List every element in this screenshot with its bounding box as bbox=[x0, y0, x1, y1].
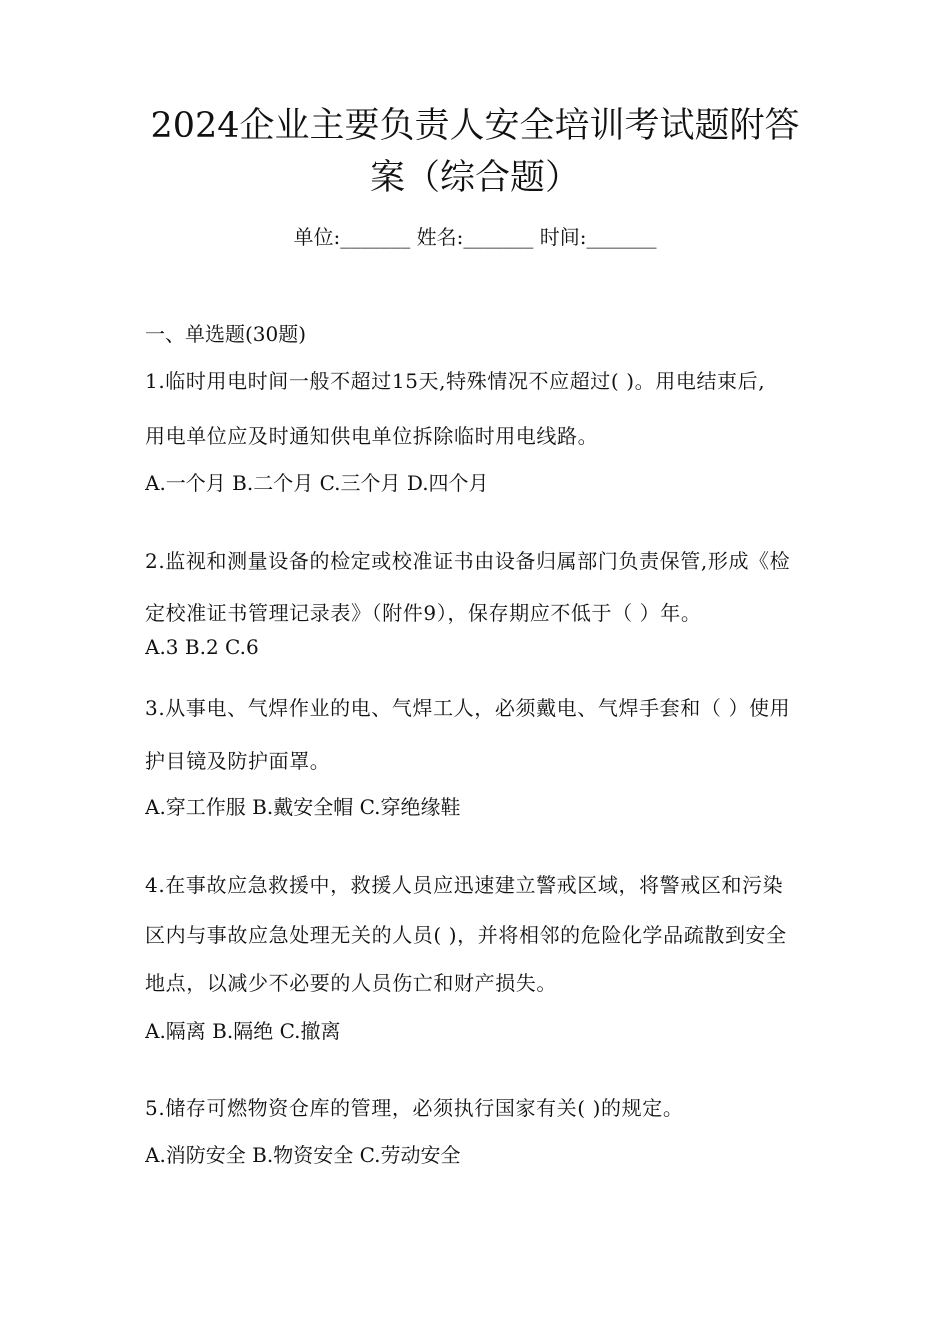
question-1-line-2: 用电单位应及时通知供电单位拆除临时用电线路。 bbox=[145, 424, 599, 448]
question-4-options: A.隔离 B.隔绝 C.撤离 bbox=[145, 1019, 341, 1043]
unit-field: 单位:_______ bbox=[293, 225, 411, 249]
title-line-1: 2024企业主要负责人安全培训考试题附答 bbox=[150, 106, 800, 146]
name-field: 姓名:_______ bbox=[416, 225, 534, 249]
question-2-options: A.3 B.2 C.6 bbox=[145, 635, 259, 659]
question-1-line-1: 1.临时用电时间一般不超过15天,特殊情况不应超过( )。用电结束后, bbox=[145, 369, 766, 393]
section-title: 一、单选题(30题) bbox=[145, 322, 307, 346]
question-2-line-2: 定校准证书管理记录表》（附件9），保存期应不低于（ ）年。 bbox=[145, 601, 702, 625]
question-4-line-3: 地点，以减少不必要的人员伤亡和财产损失。 bbox=[145, 971, 557, 995]
document-title bbox=[130, 100, 820, 204]
question-4-line-2: 区内与事故应急处理无关的人员( )，并将相邻的危险化学品疏散到安全 bbox=[145, 923, 787, 947]
question-5-options: A.消防安全 B.物资安全 C.劳动安全 bbox=[145, 1143, 461, 1167]
question-2-line-1: 2.监视和测量设备的检定或校准证书由设备归属部门负责保管,形成《检 bbox=[145, 549, 791, 573]
question-3-line-2: 护目镜及防护面罩。 bbox=[145, 749, 331, 773]
title-line-2: 案（综合题） bbox=[369, 158, 580, 198]
question-5-line-1: 5.储存可燃物资仓库的管理，必须执行国家有关( )的规定。 bbox=[145, 1096, 684, 1120]
question-1-options: A.一个月 B.二个月 C.三个月 D.四个月 bbox=[145, 471, 489, 495]
time-field: 时间:_______ bbox=[539, 225, 657, 249]
exam-info-fields bbox=[0, 222, 950, 252]
question-3-line-1: 3.从事电、气焊作业的电、气焊工人，必须戴电、气焊手套和（ ）使用 bbox=[145, 696, 791, 720]
question-4-line-1: 4.在事故应急救援中，救援人员应迅速建立警戒区域，将警戒区和污染 bbox=[145, 873, 784, 897]
question-3-options: A.穿工作服 B.戴安全帽 C.穿绝缘鞋 bbox=[145, 795, 461, 819]
